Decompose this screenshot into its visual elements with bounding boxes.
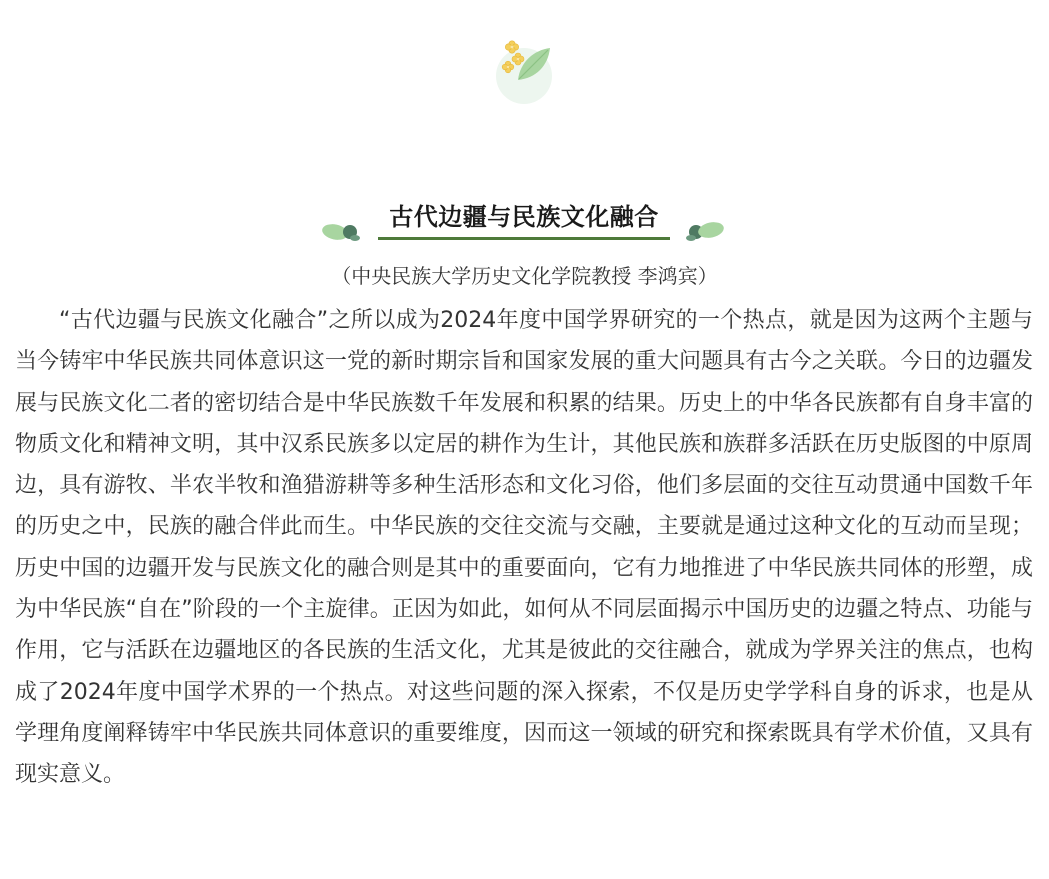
author-byline: （中央民族大学历史文化学院教授 李鸿宾）: [331, 264, 718, 288]
flower-leaf-icon: [488, 34, 560, 108]
leaf-cluster-right-icon: [684, 218, 726, 242]
title-underline: [378, 237, 670, 240]
article-title: 古代边疆与民族文化融合: [389, 203, 659, 231]
title-row: [0, 196, 1049, 244]
article-paragraph: “古代边疆与民族文化融合”之所以成为2024年度中国学界研究的一个热点，就是因为这两个主题与当今铸牢中华民族共同体意识这一党的新时期宗旨和国家发展的重大问题具有古今之关联。今日的边疆发展与民族文化二者的密切结合是中华民族数千年发展和积累的结果。历史上的中华各民族都有自身丰富的物质文化和精神文明，其中汉系民族多以定居的耕作为生计，其他民族和族群多活跃在历史版图的中原周边，具有游牧、半农半牧和渔猎游耕等多种生活形态和文化习俗，他们多层面的交往互动贯通中国数千年的历史之中，民族的融合伴此而生。中华民族的交往交流与交融，主要就是通过这种文化的互动而呈现；历史中国的边疆开发与民族文化的融合则是其中的重要面向，它有力地推进了中华民族共同体的形塑，成为中华民族“自在”阶段的一个主旋律。正因为如此，如何从不同层面揭示中国历史的边疆之特点、功能与作用，它与活跃在边疆地区的各民族的生活文化，尤其是彼此的交往融合，就成为学界关注的焦点，也构成了2024年度中国学术界的一个热点。对这些问题的深入探索，不仅是历史学学科自身的诉求，也是从学理角度阐释铸牢中华民族共同体意识的重要维度，因而这一领域的研究和探索既具有学术价值，又具有现实意义。: [15, 308, 1033, 788]
leaf-cluster-left-icon: [320, 218, 362, 242]
